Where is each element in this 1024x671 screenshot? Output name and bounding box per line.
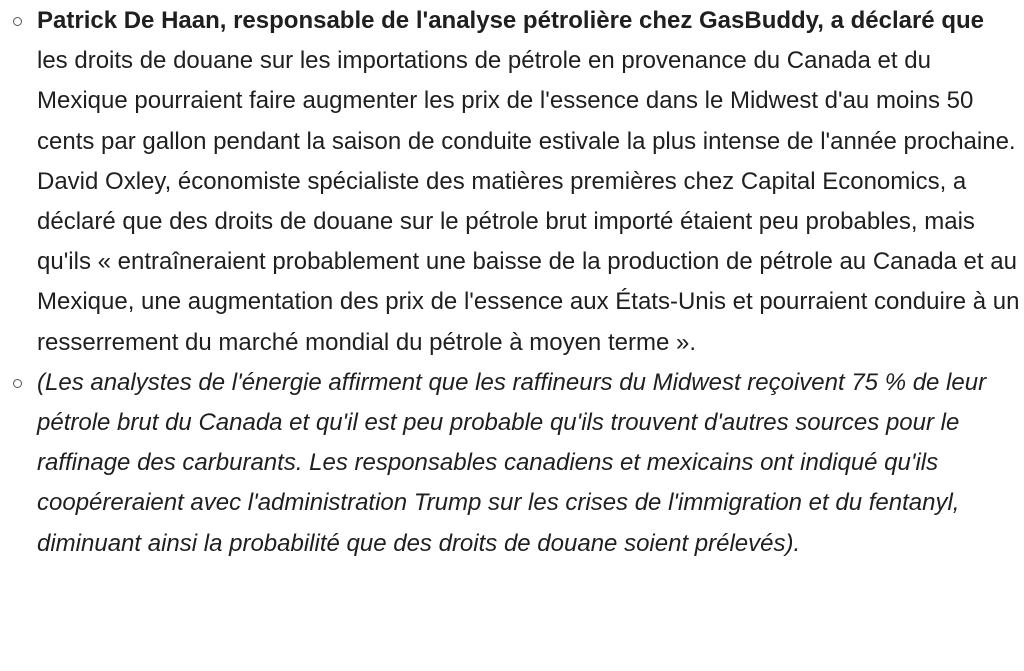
bullet-body-text: les droits de douane sur les importations de pétrole en provenance du Canada et du Mexique pourraient faire augmenter les prix de l'essence dans le Midwest d'au moins 50 cents par gallon pendant la saison de conduite estivale la plus intense de l'année prochaine. David Oxley, économiste spécialiste des matières premières chez Capital Economics, a déclaré que des droits de douane sur le pétrole brut importé étaient peu probables, mais qu'ils « entraîneraient probablement une baisse de la production de pétrole au Canada et au Mexique, une augmentation des prix de l'essence aux États-Unis et pourraient conduire à un resserrement du marché mondial du pétrole à moyen terme ». (37, 47, 1020, 356)
list-item (0, 363, 1024, 564)
bullet-lead-bold: Patrick De Haan, responsable de l'analyse pétrolière chez GasBuddy, a déclaré que (37, 7, 984, 34)
hollow-circle-bullet-icon (13, 379, 22, 388)
hollow-circle-bullet-icon (13, 17, 22, 26)
bullet-italic-note: (Les analystes de l'énergie affirment que les raffineurs du Midwest reçoivent 75 % de leur pétrole brut du Canada et qu'il est peu probable qu'ils trouvent d'autres sources pour le raffinage des carburants. Les responsables canadiens et mexicains ont indiqué qu'ils coopéreraient avec l'administration Trump sur les crises de l'immigration et du fentanyl, diminuant ainsi la probabilité que des droits de douane soient prélevés). (37, 368, 987, 557)
